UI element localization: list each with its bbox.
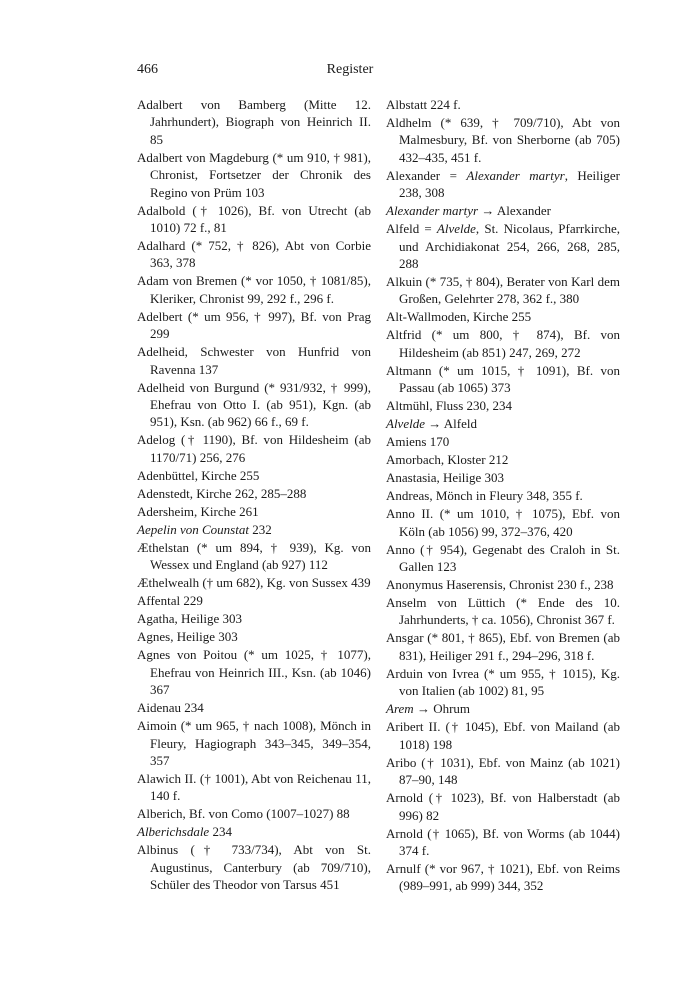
index-entry <box>386 718 620 753</box>
entry-text: → Ohrum <box>413 701 471 717</box>
index-entry <box>137 699 371 716</box>
index-entry <box>386 96 620 113</box>
entry-text: Adenstedt, Kirche 262, 285–288 <box>137 485 307 501</box>
entry-text: Adalhard (* 752, † 826), Abt von Corbie 363, 378 <box>137 238 371 271</box>
entry-text-continued: , St. Nicolaus, Pfarrkirche, und Archidiakonat 254, 266, 268, 285, 288 <box>399 221 620 272</box>
entry-italic: Alvelde <box>386 416 425 432</box>
entry-text: 232 <box>248 521 272 537</box>
entry-italic: Alexander martyr <box>386 203 479 219</box>
entry-text: Alkuin (* 735, † 804), Berater von Karl dem Großen, Gelehrter 278, 362 f., 380 <box>386 274 620 307</box>
index-column-right <box>386 96 620 895</box>
entry-text: Adalbert von Magdeburg (* um 910, † 981), Chronist, Fortsetzer der Chronik des Regino von Prüm 103 <box>137 149 371 200</box>
entry-text: Adam von Bremen (* vor 1050, † 1081/85), Kleriker, Chronist 99, 292 f., 296 f. <box>137 273 371 306</box>
entry-text: Adenbüttel, Kirche 255 <box>137 467 260 483</box>
entry-text: Ansgar (* 801, † 865), Ebf. von Bremen (ab 831), Heiliger 291 f., 294–296, 318 f. <box>386 630 620 663</box>
entry-text: Alfeld = <box>386 221 437 237</box>
entry-text: Adelheid von Burgund (* 931/932, † 999), Ehefrau von Otto I. (ab 951), Kgn. (ab 951), Ksn. (ab 962) 66 f., 69 f. <box>137 379 371 430</box>
entry-text: Alberich, Bf. von Como (1007–1027) 88 <box>137 806 350 822</box>
entry-text: Anselm von Lüttich (* Ende des 10. Jahrhunderts, † ca. 1056), Chronist 367 f. <box>386 595 620 628</box>
index-entry <box>137 202 371 237</box>
index-entry <box>137 841 371 893</box>
entry-text: Amorbach, Kloster 212 <box>386 452 509 468</box>
entry-text: Agatha, Heilige 303 <box>137 611 243 627</box>
entry-text: Altmann (* um 1015, † 1091), Bf. von Passau (ab 1065) 373 <box>386 362 620 396</box>
index-entry <box>386 362 620 397</box>
entry-text: Aribo († 1031), Ebf. von Mainz (ab 1021) 87–90, 148 <box>386 754 620 788</box>
entry-text: 234 <box>209 824 232 840</box>
index-entry <box>137 485 371 502</box>
index-entry <box>386 700 620 717</box>
entry-text: Aldhelm (* 639, † 709/710), Abt von Malmesbury, Bf. von Sherborne (ab 705) 432–435, 451 f. <box>386 115 620 165</box>
entry-text: Altfrid (* um 800, † 874), Bf. von Hildesheim (ab 851) 247, 269, 272 <box>386 327 620 360</box>
index-entry <box>386 665 620 700</box>
index-entry <box>386 451 620 468</box>
entry-text: Alawich II. († 1001), Abt von Reichenau 11, 140 f. <box>137 770 371 804</box>
index-entry <box>386 433 620 450</box>
index-entry <box>386 469 620 486</box>
index-entry <box>386 860 620 895</box>
index-entry <box>137 237 371 272</box>
entry-text: Alexander = <box>386 167 467 183</box>
entry-text: Æthelstan (* um 894, † 939), Kg. von Wessex und England (ab 927) 112 <box>137 539 371 573</box>
index-entry <box>386 594 620 629</box>
index-entry <box>137 717 371 769</box>
entry-text: Aidenau 234 <box>137 700 204 716</box>
index-entry <box>137 574 371 591</box>
index-entry <box>386 629 620 664</box>
index-entry <box>137 431 371 466</box>
entry-text: Agnes von Poitou (* um 1025, † 1077), Ehefrau von Heinrich III., Ksn. (ab 1046) 367 <box>137 647 371 698</box>
index-entry <box>137 467 371 484</box>
entry-text: → Alexander <box>478 203 551 219</box>
entry-text: Albstatt 224 f. <box>386 97 461 112</box>
entry-text: Amiens 170 <box>386 434 450 450</box>
entry-text: Adelbert (* um 956, † 997), Bf. von Prag 299 <box>137 308 371 342</box>
index-entry <box>137 308 371 343</box>
index-entry <box>137 646 371 698</box>
index-entry <box>386 220 620 272</box>
index-entry <box>137 521 371 538</box>
entry-text: Anonymus Haserensis, Chronist 230 f., 238 <box>386 577 614 593</box>
entry-text: Albinus († 733/734), Abt von St. Augustinus, Canterbury (ab 709/710), Schüler des Theodor von Tarsus 451 <box>137 842 371 893</box>
index-entry <box>386 789 620 824</box>
index-entry <box>137 805 371 822</box>
index-entry <box>386 114 620 166</box>
entry-italic: Aepelin von Counstat <box>137 521 249 537</box>
entry-text: Altmühl, Fluss 230, 234 <box>386 398 513 414</box>
index-entry <box>386 202 620 219</box>
entry-italic: Alberichsdale <box>137 824 210 840</box>
entry-text: Æthelwealh († um 682), Kg. von Sussex 439 <box>137 575 371 591</box>
index-entry <box>137 610 371 627</box>
entry-text: Adelheid, Schwester von Hunfrid von Ravenna 137 <box>137 344 371 377</box>
index-entry <box>386 541 620 576</box>
index-entry <box>137 770 371 805</box>
entry-text: Adelog († 1190), Bf. von Hildesheim (ab 1170/71) 256, 276 <box>137 432 371 465</box>
index-entry <box>386 505 620 540</box>
index-entry <box>386 167 620 202</box>
entry-text: Arnold († 1023), Bf. von Halberstadt (ab 996) 82 <box>386 790 620 823</box>
index-entry <box>137 96 371 148</box>
index-entry <box>386 576 620 593</box>
entry-text: Affental 229 <box>137 593 203 609</box>
index-entry <box>386 825 620 860</box>
entry-text: → Alfeld <box>424 416 477 432</box>
index-entry <box>137 343 371 378</box>
index-entry <box>386 487 620 504</box>
entry-italic: Alvelde <box>436 221 476 237</box>
index-entry <box>137 628 371 645</box>
index-entry <box>386 754 620 789</box>
entry-italic: Arem <box>386 701 414 717</box>
index-entry <box>386 273 620 308</box>
entry-text: Arduin von Ivrea (* um 955, † 1015), Kg. von Italien (ab 1002) 81, 95 <box>386 665 620 699</box>
index-entry <box>137 379 371 431</box>
index-entry <box>137 149 371 201</box>
entry-text: Arnulf (* vor 967, † 1021), Ebf. von Reims (989–991, ab 999) 344, 352 <box>386 860 620 894</box>
entry-text: Anno († 954), Gegenabt des Craloh in St. Gallen 123 <box>386 541 620 575</box>
entry-text-continued: , Heiliger 238, 308 <box>399 167 620 201</box>
index-entry <box>137 503 371 520</box>
entry-text: Agnes, Heilige 303 <box>137 629 238 645</box>
running-head: Register <box>326 62 374 77</box>
entry-text: Adalbert von Bamberg (Mitte 12. Jahrhundert), Biograph von Heinrich II. 85 <box>137 97 371 147</box>
entry-text: Anastasia, Heilige 303 <box>386 470 505 486</box>
entry-text: Andreas, Mönch in Fleury 348, 355 f. <box>386 488 583 504</box>
index-entry <box>137 539 371 574</box>
index-entry <box>386 308 620 325</box>
index-entry <box>386 415 620 432</box>
page-number: 466 <box>137 62 158 77</box>
index-entry <box>386 326 620 361</box>
entry-italic: Alexander martyr <box>466 167 565 183</box>
entry-text: Adalbold († 1026), Bf. von Utrecht (ab 1010) 72 f., 81 <box>137 202 371 236</box>
entry-text: Alt-Wallmoden, Kirche 255 <box>386 309 532 325</box>
index-entry <box>137 592 371 609</box>
entry-text: Anno II. (* um 1010, † 1075), Ebf. von Köln (ab 1056) 99, 372–376, 420 <box>386 506 620 539</box>
index-column-left <box>137 96 371 894</box>
index-entry <box>137 823 371 840</box>
index-entry <box>137 272 371 307</box>
entry-text: Adersheim, Kirche 261 <box>137 503 259 519</box>
index-entry <box>386 397 620 414</box>
entry-text: Aribert II. († 1045), Ebf. von Mailand (ab 1018) 198 <box>386 719 620 752</box>
entry-text: Aimoin (* um 965, † nach 1008), Mönch in Fleury, Hagiograph 343–345, 349–354, 357 <box>137 718 371 768</box>
entry-text: Arnold († 1065), Bf. von Worms (ab 1044) 374 f. <box>386 825 620 858</box>
